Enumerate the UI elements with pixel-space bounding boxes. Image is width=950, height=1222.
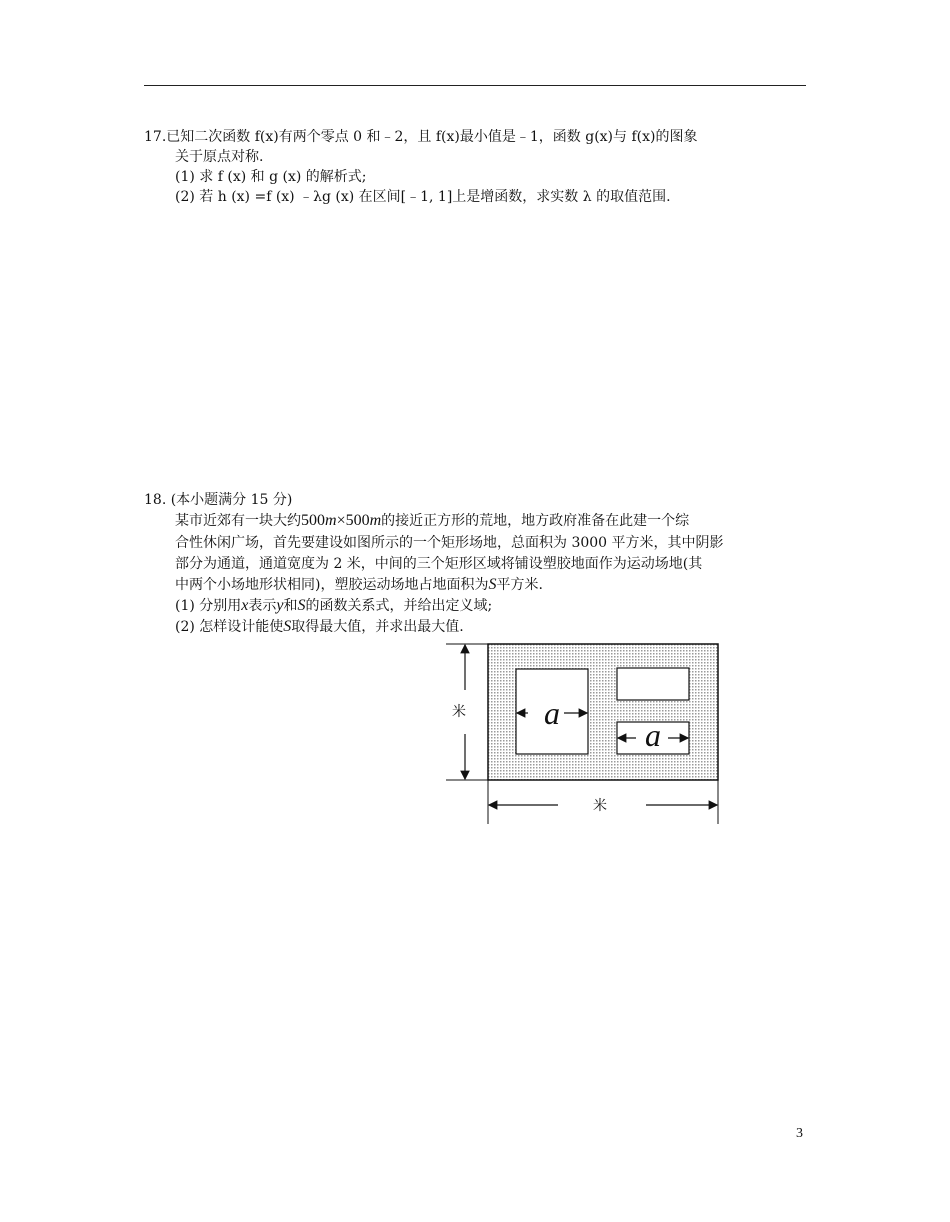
height-unit-label: 米 <box>452 704 466 720</box>
a-label-large: a <box>544 695 560 731</box>
q18-header: 18. (本小题满分 15 分) <box>144 492 293 508</box>
header-rule <box>144 85 806 86</box>
q18-line2: 合性休闲广场，首先要建设如图所示的一个矩形场地，总面积为 3000 平方米，其中阴影 <box>175 535 724 551</box>
small-court-top <box>617 668 689 700</box>
q18-line4: 中两个小场地形状相同)，塑胶运动场地占地面积为S平方米. <box>175 576 543 593</box>
q18-line1: 某市近郊有一块大约500m×500m的接近正方形的荒地，地方政府准备在此建一个综 <box>175 512 690 529</box>
field-diagram <box>440 638 730 828</box>
q18-line3: 部分为通道，通道宽度为 2 米，中间的三个矩形区域将铺设塑胶地面作为运动场地(其 <box>175 556 703 572</box>
q17-line1: 17.已知二次函数 f(x)有两个零点 0 和﹣2，且 f(x)最小值是﹣1，函数 g(x)与 f(x)的图象 <box>144 129 698 145</box>
q17-part1: (1) 求 f (x) 和 g (x) 的解析式; <box>175 169 367 185</box>
page-number: 3 <box>796 1126 803 1141</box>
a-label-small: a <box>645 717 661 753</box>
q18-part1: (1) 分别用x表示y和S的函数关系式，并给出定义域; <box>175 597 493 614</box>
q17-part2: (2) 若 h (x) =f (x) ﹣λg (x) 在区间[﹣1, 1]上是增函数，求实数 λ 的取值范围. <box>175 189 671 205</box>
q18-part2: (2) 怎样设计能使S取得最大值，并求出最大值. <box>175 618 464 635</box>
width-unit-label: 米 <box>593 798 607 814</box>
q17-line2: 关于原点对称. <box>175 149 264 165</box>
